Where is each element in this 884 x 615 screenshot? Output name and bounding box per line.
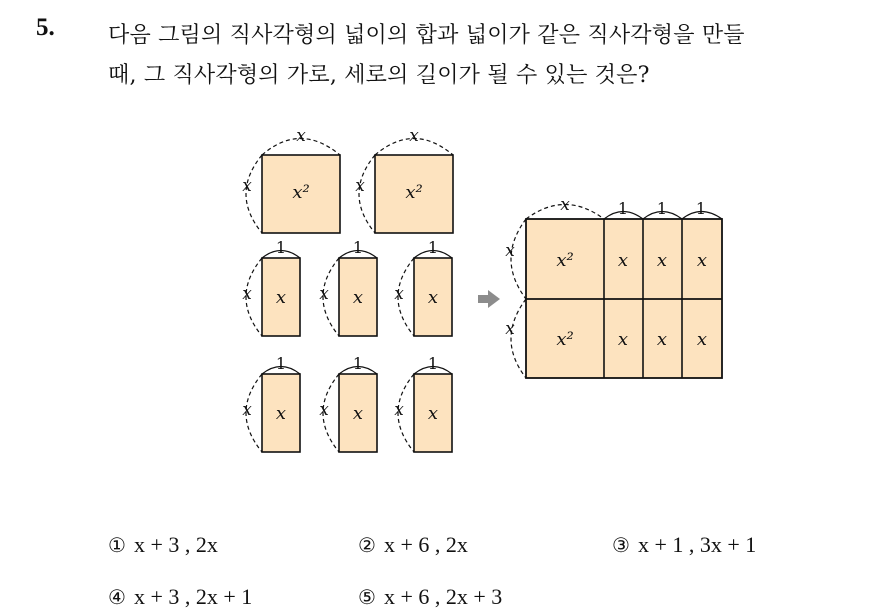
choice-3[interactable]: [612, 532, 756, 558]
label-x-side: x: [394, 400, 404, 420]
choice-text: x + 6 , 2x + 3: [383, 584, 503, 609]
question-text-line-2: 때, 그 직사각형의 가로, 세로의 길이가 될 수 있는 것은?: [108, 63, 650, 88]
choice-number: ②: [358, 533, 376, 557]
label-x-side: x: [242, 400, 252, 420]
label-x-top: x: [560, 195, 570, 215]
label-one: 1: [427, 354, 439, 373]
square-tile-2: [355, 126, 453, 233]
choice-text: x + 3 , 2x + 1: [133, 584, 253, 609]
question-number: 5.: [36, 14, 55, 41]
thin-tile-6: [394, 354, 452, 452]
cell-x: x: [656, 329, 668, 350]
label-one: 1: [352, 238, 364, 257]
combined-rectangle: [505, 195, 722, 378]
choice-number: ③: [612, 533, 630, 557]
cell-x: x: [275, 403, 287, 424]
choice-number: ④: [108, 585, 126, 609]
choice-number: ⑤: [358, 585, 376, 609]
thin-tile-2: [319, 238, 377, 336]
choice-text: x + 1 , 3x + 1: [637, 532, 757, 557]
cell-x-squared: x²: [556, 329, 574, 350]
cell-x: x: [427, 403, 439, 424]
label-one: 1: [617, 199, 629, 218]
label-x-top: x: [296, 126, 306, 146]
cell-x: x: [352, 287, 364, 308]
choice-5[interactable]: [358, 584, 502, 610]
choice-text: x + 3 , 2x: [133, 532, 218, 557]
choice-text: x + 6 , 2x: [383, 532, 468, 557]
choice-2[interactable]: [358, 532, 468, 558]
square-tile-1: [242, 126, 340, 233]
label-x-side: x: [355, 176, 365, 196]
cell-x-squared: x²: [556, 250, 574, 271]
label-one: 1: [352, 354, 364, 373]
label-one: 1: [275, 238, 287, 257]
cell-x: x: [696, 329, 708, 350]
choice-4[interactable]: [108, 584, 252, 610]
thin-tile-4: [242, 354, 300, 452]
cell-x: x: [617, 329, 629, 350]
thin-tile-1: [242, 238, 300, 336]
cell-x: x: [656, 250, 668, 271]
label-x-side: x: [242, 284, 252, 304]
label-one: 1: [427, 238, 439, 257]
right-arrow-icon: [478, 290, 500, 308]
choice-1[interactable]: [108, 532, 218, 558]
label-x-side: x: [242, 176, 252, 196]
cell-x: x: [275, 287, 287, 308]
label-one: 1: [695, 199, 707, 218]
label-x-side: x: [394, 284, 404, 304]
cell-x: x: [617, 250, 629, 271]
label-x-side: x: [505, 319, 515, 339]
label-x-side: x: [319, 284, 329, 304]
label-x-side: x: [505, 241, 515, 261]
label-x-squared: x²: [405, 182, 423, 203]
label-one: 1: [275, 354, 287, 373]
cell-x: x: [427, 287, 439, 308]
cell-x: x: [352, 403, 364, 424]
label-one: 1: [656, 199, 668, 218]
thin-tile-3: [394, 238, 452, 336]
question-text-line-1: 다음 그림의 직사각형의 넓이의 합과 넓이가 같은 직사각형을 만들: [108, 23, 745, 48]
thin-tile-5: [319, 354, 377, 452]
label-x-top: x: [409, 126, 419, 146]
label-x-squared: x²: [292, 182, 310, 203]
cell-x: x: [696, 250, 708, 271]
choice-number: ①: [108, 533, 126, 557]
label-x-side: x: [319, 400, 329, 420]
